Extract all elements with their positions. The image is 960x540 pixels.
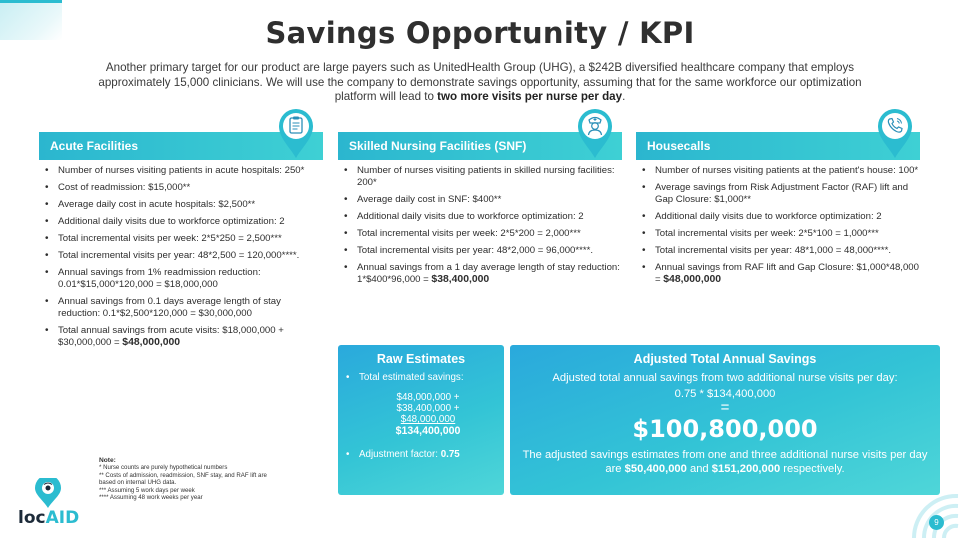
range-text: respectively. <box>780 463 845 475</box>
list-item-text: Annual savings from RAF lift and Gap Closure: $1,000*48,000 = <box>655 262 919 285</box>
signal-waves-icon <box>900 482 960 540</box>
list-item: • Total incremental visits per week: 2*5*100 = 1,000*** <box>641 228 920 240</box>
clipboard-icon <box>277 108 315 160</box>
adjusted-savings-range <box>510 448 940 476</box>
raw-estimates-sum <box>338 392 504 437</box>
list-item: • Total incremental visits per year: 48*2,500 = 120,000****. <box>44 250 323 262</box>
snf-column <box>338 132 622 291</box>
footnote-title: Note: <box>99 457 116 464</box>
adjusted-savings-description: Adjusted total annual savings from two additional nurse visits per day: <box>552 372 898 384</box>
sum-total: $134,400,000 <box>395 424 461 437</box>
list-item: • Total incremental visits per week: 2*5*200 = 2,000*** <box>343 228 622 240</box>
housecalls-list <box>636 165 920 286</box>
nurse-icon <box>576 108 614 160</box>
phone-icon <box>876 108 914 160</box>
sum-line: $48,000,000 <box>400 414 456 426</box>
list-item: • Number of nurses visiting patients at the patient's house: 100* <box>641 165 920 177</box>
list-item: • Additional daily visits due to workforce optimization: 2 <box>44 216 323 228</box>
range-high-value: $151,200,000 <box>711 463 781 475</box>
list-item: • Average daily cost in SNF: $400** <box>343 194 622 206</box>
intro-text: Another primary target for our product are large payers such as UnitedHealth Group (UHG), a $242B diversified healthcare company that employs approximately 15,000 clinicians. We will use the company to demonstrate savings opportunity, assuming that for the same workforce our optimization platform will lead to <box>98 61 862 103</box>
intro-emphasis: two more visits per nurse per day <box>437 90 623 103</box>
list-item: • Total incremental visits per week: 2*5*250 = 2,500*** <box>44 233 323 245</box>
list-item: • Annual savings from 1% readmission reduction: 0.01*$15,000*120,000 = $18,000,000 <box>44 267 323 291</box>
range-low-value: $50,400,000 <box>624 463 687 475</box>
list-item: • Additional daily visits due to workforce optimization: 2 <box>343 211 622 223</box>
locaid-logo-text <box>18 508 79 528</box>
sum-line: $48,000,000 + <box>396 392 460 403</box>
range-text: and <box>686 463 712 475</box>
intro-paragraph <box>80 61 880 105</box>
logo-prefix: loc <box>18 508 46 528</box>
acute-facilities-list <box>39 165 323 349</box>
range-text: The adjusted savings estimates from one and three additional nurse visits per day are <box>522 449 928 475</box>
adjusted-savings-title: Adjusted Total Annual Savings <box>633 352 817 366</box>
list-item <box>641 262 920 286</box>
footnote-line: *** Assuming 5 work days per week <box>99 486 195 494</box>
adjustment-factor <box>346 449 504 460</box>
page-title: Savings Opportunity / KPI <box>265 16 695 50</box>
adjustment-factor-value: 0.75 <box>440 448 460 460</box>
list-item: • Number of nurses visiting patients in skilled nursing facilities: 200* <box>343 165 622 189</box>
list-item-text: Total annual savings from acute visits: $18,000,000 + $30,000,000 = <box>58 325 284 348</box>
list-item: • Average savings from Risk Adjustment Factor (RAF) lift and Gap Closure: $1,000** <box>641 182 920 206</box>
footnote-line: **** Assuming 48 work weeks per year <box>99 494 203 502</box>
list-item: • Average daily cost in acute hospitals: $2,500** <box>44 199 323 211</box>
housecalls-total-value: $48,000,000 <box>663 274 722 285</box>
acute-facilities-header: Acute Facilities <box>39 132 323 160</box>
acute-total-value: $48,000,000 <box>122 337 181 348</box>
adjusted-savings-total: $100,800,000 <box>632 415 818 443</box>
footnote <box>99 457 279 501</box>
page-number: 9 <box>929 515 944 530</box>
logo-suffix: AID <box>45 508 80 528</box>
raw-estimates-box <box>338 345 504 495</box>
footnote-line: ** Costs of admission, readmission, SNF stay, and RAF lift are based on internal UHG data. <box>99 471 267 487</box>
adjusted-savings-box <box>510 345 940 495</box>
list-item <box>44 325 323 349</box>
list-item-text: Annual savings from a 1 day average length of stay reduction: 1*$400*96,000 = <box>357 262 620 285</box>
sum-line: $38,400,000 + <box>396 403 460 415</box>
snf-total-value: $38,400,000 <box>431 274 490 285</box>
raw-estimates-title: Raw Estimates <box>376 352 466 366</box>
list-item <box>343 262 622 286</box>
snf-list <box>338 165 622 286</box>
intro-end: . <box>622 90 626 103</box>
list-item: • Additional daily visits due to workforce optimization: 2 <box>641 211 920 223</box>
list-item: • Total incremental visits per year: 48*2,000 = 96,000****. <box>343 245 622 257</box>
equals-sign: = <box>720 399 730 416</box>
housecalls-header: Housecalls <box>636 132 920 160</box>
adjusted-savings-formula: 0.75 * $134,400,000 <box>674 388 776 400</box>
adjustment-factor-label: Adjustment factor: <box>359 448 441 460</box>
list-item: • Total incremental visits per year: 48*1,000 = 48,000****. <box>641 245 920 257</box>
list-item: • Cost of readmission: $15,000** <box>44 182 323 194</box>
list-item: • Number of nurses visiting patients in acute hospitals: 250* <box>44 165 323 177</box>
footnote-line: * Nurse counts are purely hypothetical numbers <box>99 464 228 472</box>
snf-header: Skilled Nursing Facilities (SNF) <box>338 132 622 160</box>
housecalls-column <box>636 132 920 291</box>
list-item: • Annual savings from 0.1 days average length of stay reduction: 0.1*$2,500*120,000 = $30,000,000 <box>44 296 323 320</box>
raw-estimates-bullet: • Total estimated savings: <box>346 372 504 383</box>
acute-facilities-column <box>39 132 323 354</box>
